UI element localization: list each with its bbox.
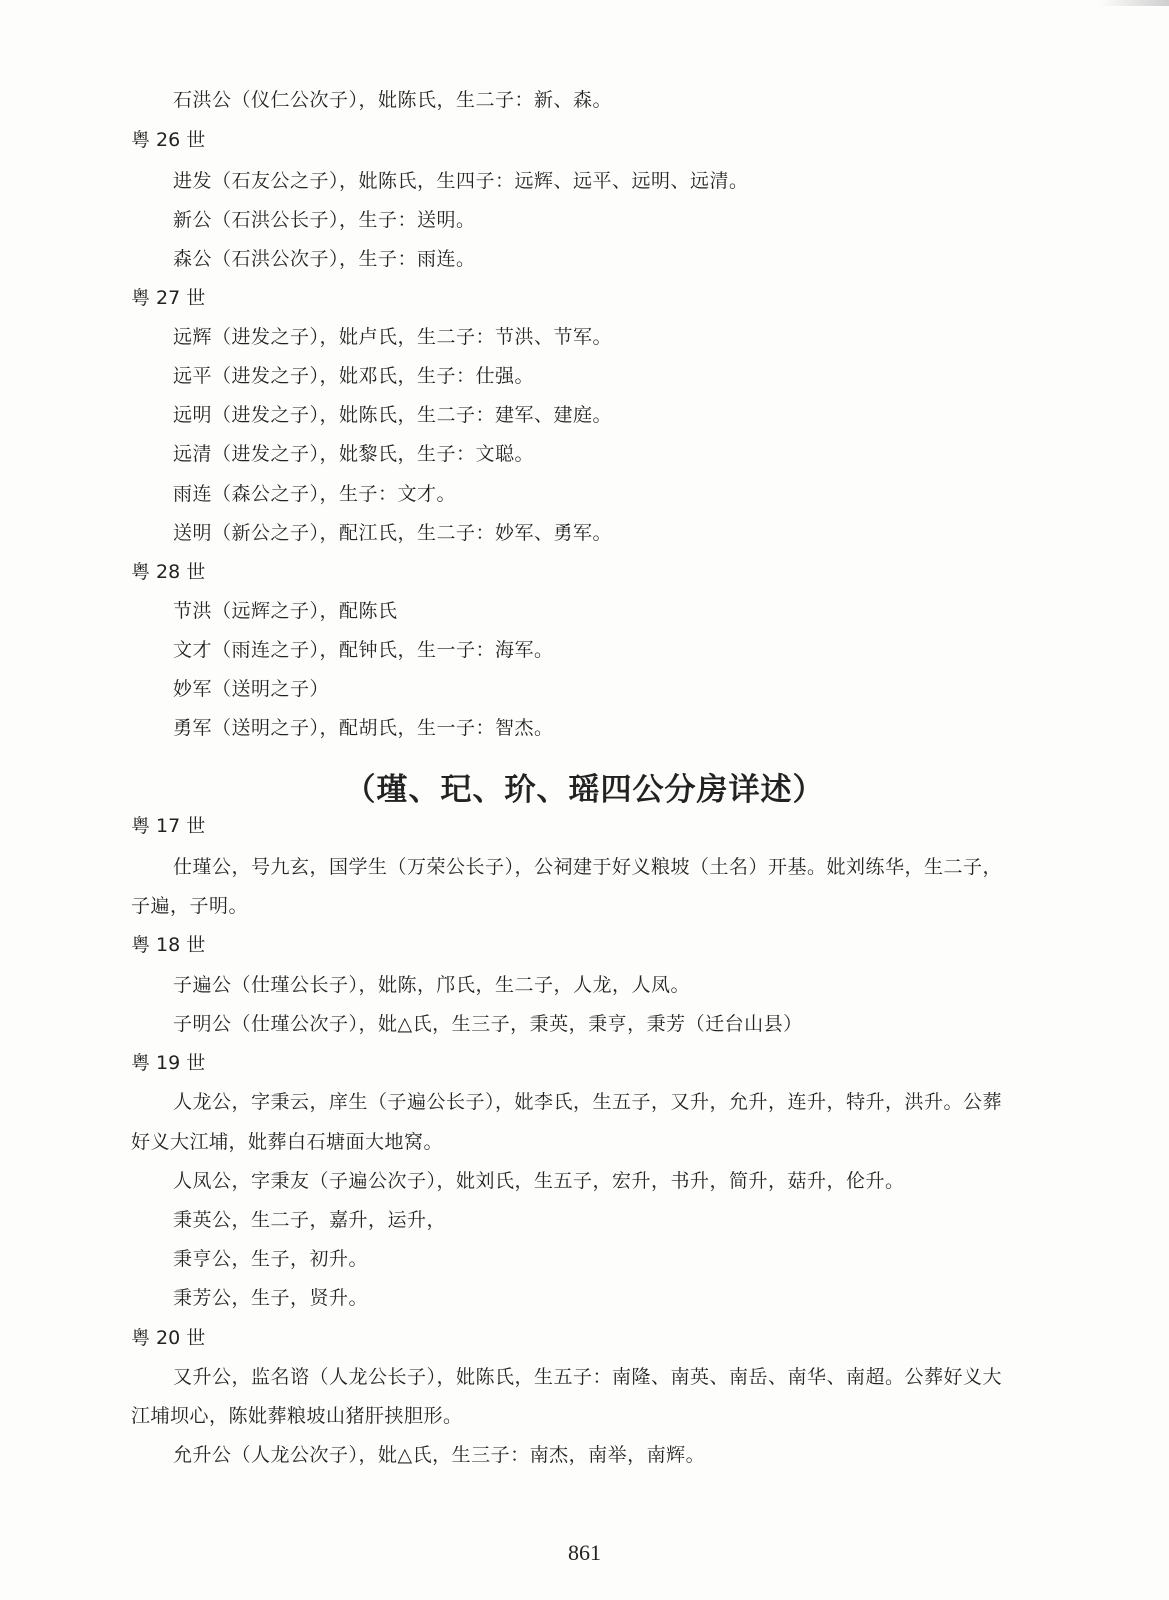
generation-heading: 粤 17 世 [131,815,206,837]
genealogy-entry: 允升公（人龙公次子），妣△氏，生三子：南杰，南举，南辉。 [173,1444,706,1466]
scan-edge-shadow [1099,0,1169,6]
genealogy-entry: 石洪公（仪仁公次子），妣陈氏，生二子：新、森。 [173,89,613,111]
generation-heading: 粤 19 世 [131,1052,206,1074]
paragraph-continuation: 江埔坝心，陈妣葬粮坡山猪肝挟胆形。 [131,1405,463,1427]
generation-heading: 粤 18 世 [131,934,206,956]
generation-heading: 粤 26 世 [131,129,206,151]
paragraph-continuation: 好义大江埔，妣葬白石塘面大地窝。 [131,1131,444,1153]
genealogy-entry: 仕瑾公，号九玄，国学生（万荣公长子），公祠建于好义粮坡（土名）开基。妣刘练华，生二子， [173,856,1003,878]
genealogy-entry: 远清（进发之子），妣黎氏，生子：文聪。 [173,443,535,465]
genealogy-entry: 文才（雨连之子），配钟氏，生一子：海军。 [173,639,554,661]
section-title: （瑾、玘、玠、瑶四公分房详述） [344,772,825,808]
genealogy-entry: 远平（进发之子），妣邓氏，生子：仕强。 [173,365,535,387]
genealogy-entry: 远明（进发之子），妣陈氏，生二子：建军、建庭。 [173,404,613,426]
genealogy-entry: 雨连（森公之子），生子：文才。 [173,483,457,505]
genealogy-entry: 节洪（远辉之子），配陈氏 [173,600,398,622]
genealogy-entry: 又升公，监名谘（人龙公长子），妣陈氏，生五子：南隆、南英、南岳、南华、南超。公葬好义大 [173,1366,1003,1388]
genealogy-entry: 人凤公，字秉友（子遍公次子），妣刘氏，生五子，宏升，书升，简升，菇升，伦升。 [173,1170,905,1192]
generation-heading: 粤 28 世 [131,561,206,583]
genealogy-entry: 人龙公，字秉云，庠生（子遍公长子），妣李氏，生五子，又升，允升，连升，特升，洪升。公葬 [173,1091,1003,1113]
genealogy-entry: 秉芳公，生子，贤升。 [173,1287,369,1309]
genealogy-entry: 森公（石洪公次子），生子：雨连。 [173,248,476,270]
genealogy-entry: 进发（石友公之子），妣陈氏，生四子：远辉、远平、远明、远清。 [173,170,749,192]
genealogy-entry: 妙军（送明之子） [173,678,330,700]
genealogy-entry: 子遍公（仕瑾公长子），妣陈，邝氏，生二子，人龙，人凤。 [173,974,691,996]
genealogy-entry: 新公（石洪公长子），生子：送明。 [173,209,476,231]
genealogy-entry: 勇军（送明之子），配胡氏，生一子：智杰。 [173,717,554,739]
genealogy-entry: 远辉（进发之子），妣卢氏，生二子：节洪、节军。 [173,326,613,348]
genealogy-entry: 秉亨公，生子，初升。 [173,1248,369,1270]
generation-heading: 粤 20 世 [131,1327,206,1349]
genealogy-entry: 送明（新公之子），配江氏，生二子：妙军、勇军。 [173,522,613,544]
generation-heading: 粤 27 世 [131,287,206,309]
genealogy-entry: 秉英公，生二子，嘉升，运升， [173,1209,447,1231]
page-number: 861 [568,1540,601,1565]
paragraph-continuation: 子遍，子明。 [131,895,249,917]
genealogy-entry: 子明公（仕瑾公次子），妣△氏，生三子，秉英，秉亨，秉芳（迁台山县） [173,1013,803,1035]
